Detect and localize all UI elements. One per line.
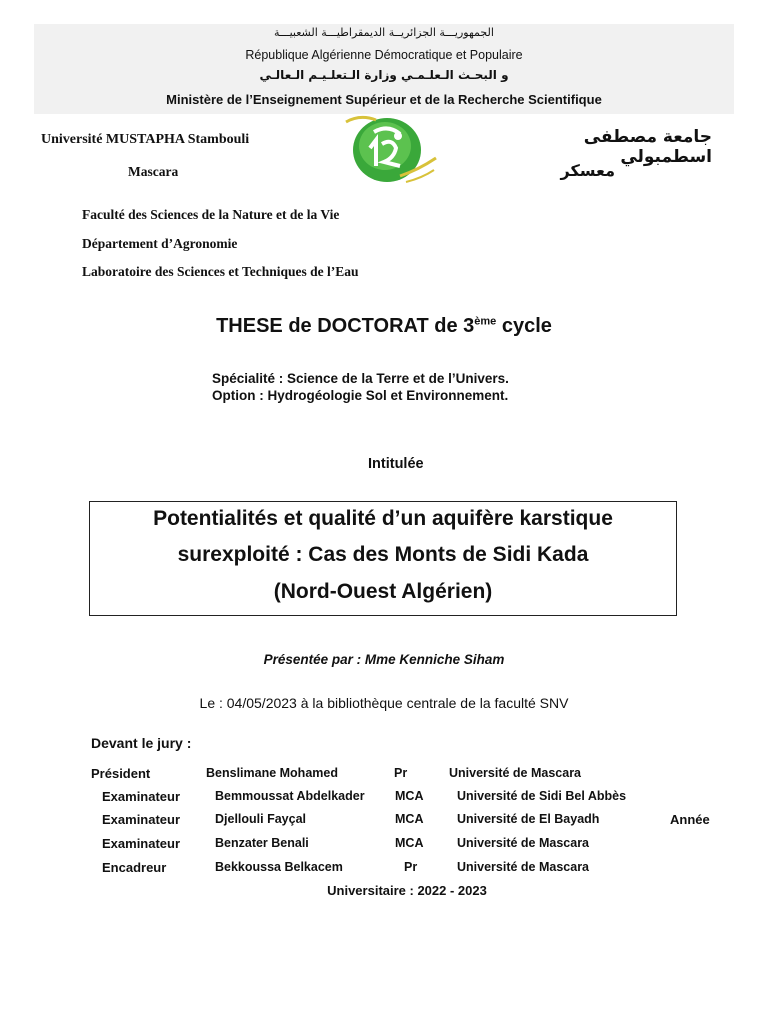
jury-role: Examinateur [102, 836, 181, 851]
jury-name: Djellouli Fayçal [215, 812, 307, 826]
option: Option : Hydrogéologie Sol et Environnement. [212, 388, 509, 403]
intitulee-label: Intitulée [368, 456, 424, 472]
jury-role: Président [91, 766, 151, 781]
ministry-arabic: و البحـث الـعلـمـي وزارة الـتعلـيـم الـعالـي [259, 68, 509, 82]
jury-grade: MCA [395, 836, 424, 850]
jury-institution: Université de El Bayadh [457, 812, 600, 826]
thesis-type [0, 315, 768, 338]
jury-institution: Université de Mascara [449, 766, 582, 780]
thesis-title-box [89, 501, 677, 616]
jury-name: Bekkoussa Belkacem [215, 860, 343, 874]
jury-institution: Université de Mascara [457, 860, 590, 874]
jury-role: Encadreur [102, 860, 167, 875]
defense-date: Le : 04/05/2023 à la bibliothèque centrale de la faculté SNV [199, 695, 569, 711]
jury-name: Benslimane Mohamed [206, 766, 338, 780]
university-name-arabic: جامعة مصطفى اسطمبولي [583, 127, 712, 167]
jury-role: Examinateur [102, 812, 181, 827]
jury-institution: Université de Mascara [457, 836, 590, 850]
jury-grade: MCA [395, 789, 424, 803]
gov-title-french: République Algérienne Démocratique et Populaire [245, 48, 523, 62]
jury-heading: Devant le jury : [91, 735, 192, 751]
year-label: Année [670, 812, 710, 827]
government-header [34, 24, 734, 114]
thesis-title-line-2: surexploité : Cas des Monts de Sidi Kada [177, 543, 589, 566]
gov-title-arabic: الجمهوريـــة الجزائريــة الديمقراطيـــة الشعبيـــة [274, 26, 494, 39]
thesis-type-superscript: ème [474, 315, 497, 328]
jury-grade: Pr [394, 766, 408, 780]
jury-name: Bemmoussat Abdelkader [215, 789, 365, 803]
thesis-title-line-1: Potentialités et qualité d’un aquifère karstique [153, 507, 613, 530]
university-city-arabic: معسكر [560, 161, 615, 180]
jury-grade: Pr [404, 860, 418, 874]
jury-role: Examinateur [102, 789, 181, 804]
university-city-french: Mascara [128, 164, 179, 179]
thesis-title-line-3: (Nord-Ouest Algérien) [273, 580, 493, 603]
university-name-french: Université MUSTAPHA Stambouli [41, 132, 250, 147]
faculty-name: Faculté des Sciences de la Nature et de la Vie [82, 207, 340, 222]
presented-by: Présentée par : Mme Kenniche Siham [263, 652, 505, 667]
thesis-type-prefix: THESE de DOCTORAT de 3 [216, 315, 475, 337]
ministry-french: Ministère de l’Enseignement Supérieur et de la Recherche Scientifique [166, 92, 602, 107]
specialty: Spécialité : Science de la Terre et de l’Univers. [212, 371, 509, 386]
jury-name: Benzater Benali [215, 836, 309, 850]
thesis-type-suffix: cycle [496, 315, 552, 337]
jury-institution: Université de Sidi Bel Abbès [457, 789, 627, 803]
academic-year: Universitaire : 2022 - 2023 [327, 883, 487, 898]
jury-grade: MCA [395, 812, 424, 826]
laboratory-name: Laboratoire des Sciences et Techniques de l’Eau [82, 264, 359, 279]
university-logo-icon [340, 114, 440, 190]
department-name: Département d’Agronomie [82, 236, 238, 251]
